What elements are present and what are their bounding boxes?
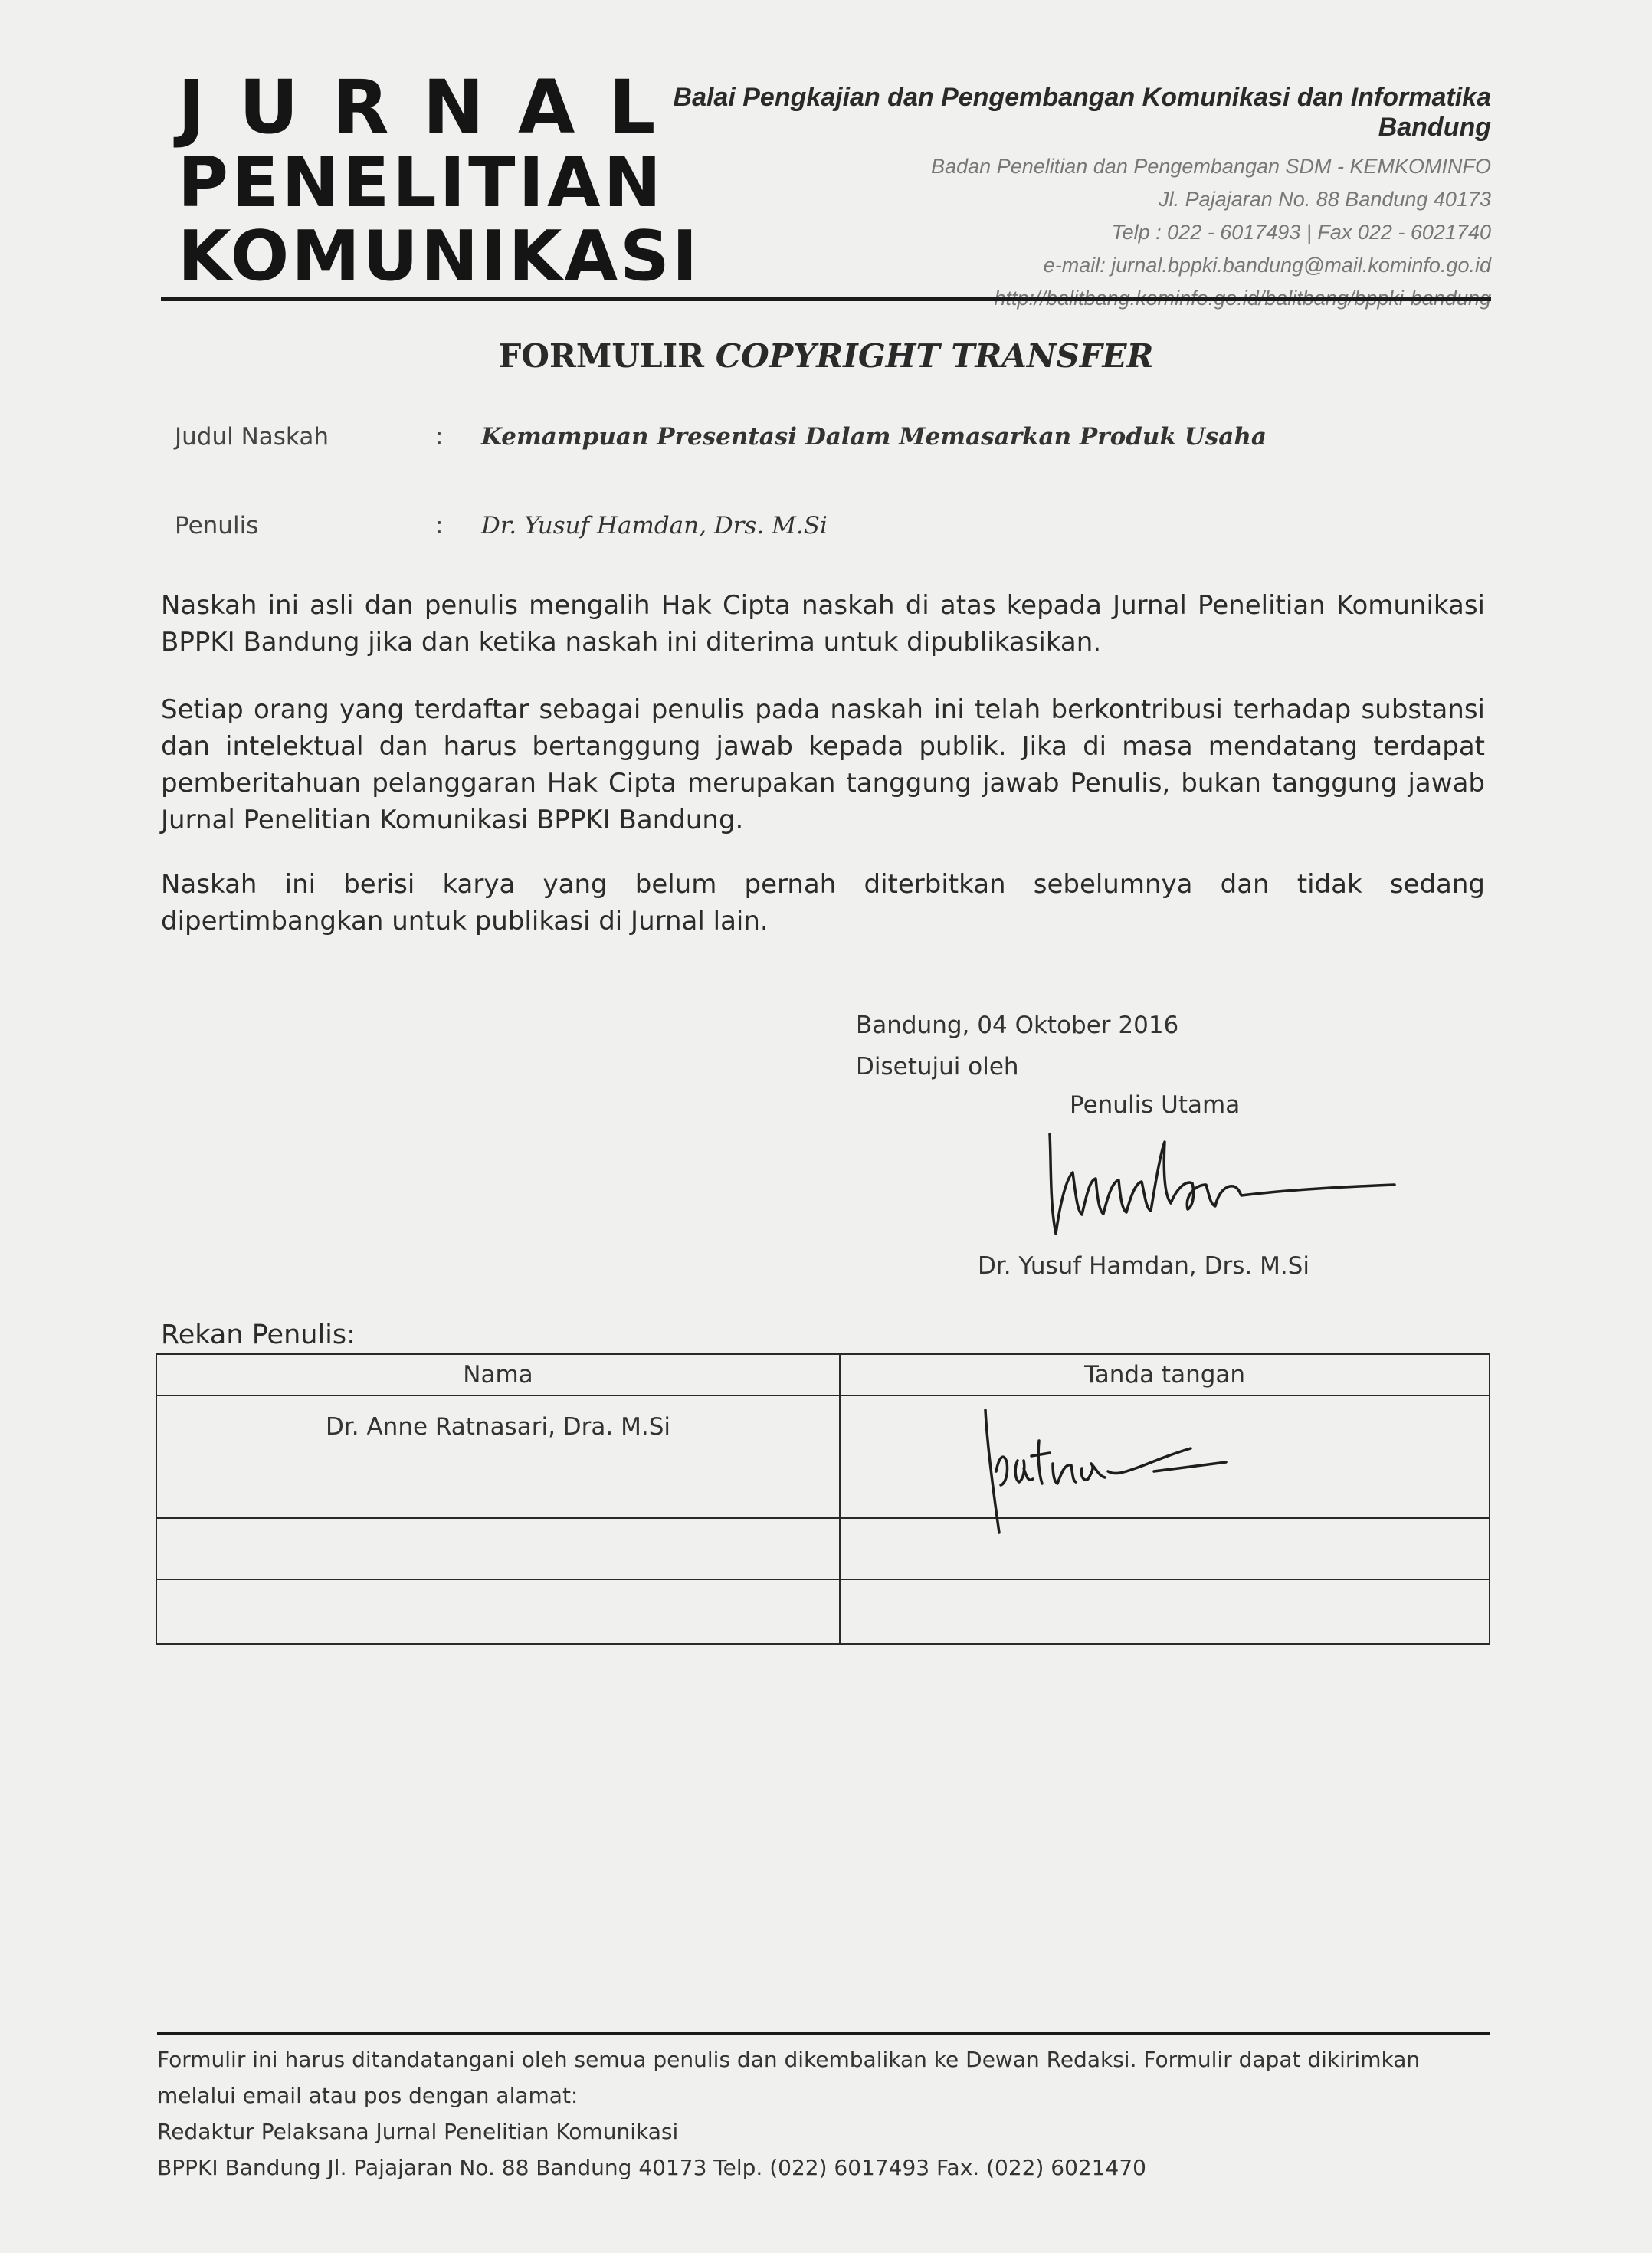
penulis-colon: : [435, 512, 444, 539]
agency-name: Badan Penelitian dan Pengembangan SDM - KEMKOMINFO [931, 155, 1491, 178]
co-authors-label: Rekan Penulis: [161, 1320, 356, 1350]
logo-line-komunikasi: KOMUNIKASI [178, 216, 700, 297]
paragraph-2: Setiap orang yang terdaftar sebagai penulis pada naskah ini telah berkontribusi terhadap substansi dan intelektual dan harus bertanggung jawab kepada publik. Jika di masa mendatang terdapat pemberitahuan pelanggaran Hak Cipta merupakan tanggung jawab Penulis, bukan tanggung jawab Jurnal Penelitian Komunikasi BPPKI Bandung. [161, 694, 1485, 835]
approved-by: Disetujui oleh [856, 1053, 1019, 1081]
letterhead-info [648, 83, 1491, 315]
journal-logo [178, 64, 700, 297]
paragraph-1: Naskah ini asli dan penulis mengalih Hak Cipta naskah di atas kepada Jurnal Penelitian Komunikasi BPPKI Bandung jika dan ketika naskah ini diterima untuk dipublikasikan. [161, 590, 1485, 658]
footer-divider [157, 2032, 1490, 2035]
co-authors-table [156, 1353, 1490, 1645]
logo-line-jurnal: JURNAL [178, 64, 690, 150]
column-header-nama: Nama [156, 1354, 840, 1395]
footer-address: BPPKI Bandung Jl. Pajajaran No. 88 Bandung 40173 Telp. (022) 6017493 Fax. (022) 6021470 [157, 2155, 1146, 2180]
co-author-name [156, 1579, 840, 1644]
field-judul-naskah [175, 423, 1267, 451]
phone-fax: Telp : 022 - 6017493 | Fax 022 - 6021740 [1111, 221, 1491, 244]
form-title-prefix: FORMULIR [498, 337, 716, 375]
role-penulis-utama: Penulis Utama [1070, 1091, 1241, 1119]
co-author-name: Dr. Anne Ratnasari, Dra. M.Si [156, 1395, 840, 1518]
main-author-signature [1042, 1119, 1410, 1257]
paragraph-3: Naskah ini berisi karya yang belum pernah diterbitkan sebelumnya dan tidak sedang dipertimbangkan untuk publikasi di Jurnal lain. [161, 869, 1485, 936]
website: http://balitbang.kominfo.go.id/balitbang/bppki-bandung [994, 287, 1491, 310]
footer-note [157, 2041, 1490, 2186]
penulis-value: Dr. Yusuf Hamdan, Drs. M.Si [481, 512, 828, 539]
place-date: Bandung, 04 Oktober 2016 [856, 1012, 1179, 1039]
co-author-signature [973, 1395, 1241, 1548]
header-divider [161, 297, 1491, 301]
email: e-mail: jurnal.bppki.bandung@mail.kominfo.go.id [1043, 254, 1491, 277]
co-author-name [156, 1518, 840, 1579]
column-header-tanda-tangan: Tanda tangan [840, 1354, 1490, 1395]
logo-line-penelitian: PENELITIAN [178, 143, 664, 223]
table-row [156, 1579, 1490, 1644]
address: Jl. Pajajaran No. 88 Bandung 40173 [1159, 188, 1491, 211]
footer-instruction: Formulir ini harus ditandatangani oleh semua penulis dan dikembalikan ke Dewan Redaksi. Formulir dapat dikirimkan melalui email atau pos dengan alamat: [157, 2047, 1421, 2108]
signer-name: Dr. Yusuf Hamdan, Drs. M.Si [978, 1252, 1309, 1280]
field-penulis [175, 512, 828, 539]
judul-label: Judul Naskah [175, 423, 329, 451]
table-row [156, 1518, 1490, 1579]
table-row [156, 1395, 1490, 1518]
footer-recipient: Redaktur Pelaksana Jurnal Penelitian Komunikasi [157, 2119, 679, 2144]
co-author-signature-cell [840, 1579, 1490, 1644]
penulis-label: Penulis [175, 512, 259, 539]
institution-name: Balai Pengkajian dan Pengembangan Komunikasi dan Informatika Bandung [673, 83, 1491, 142]
table-header-row [156, 1354, 1490, 1395]
judul-value: Kemampuan Presentasi Dalam Memasarkan Produk Usaha [481, 423, 1267, 451]
form-title-italic: COPYRIGHT TRANSFER [715, 337, 1154, 375]
form-title [0, 337, 1652, 375]
judul-colon: : [435, 423, 444, 451]
